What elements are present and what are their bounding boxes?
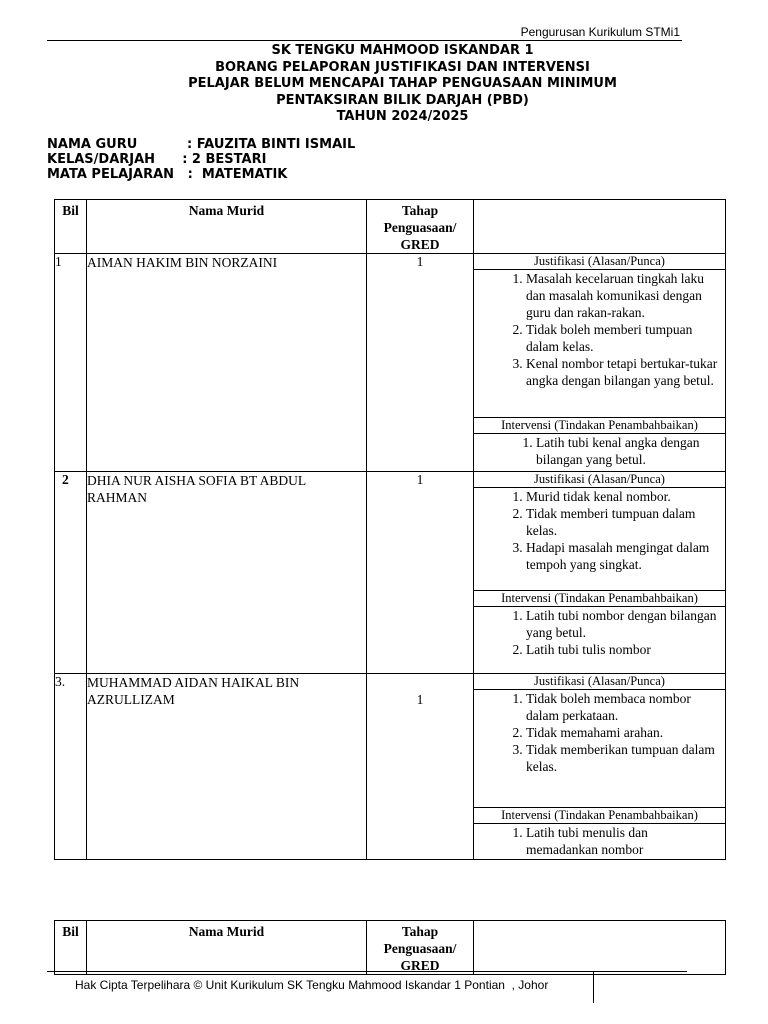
list-item: 1. Masalah kecelaruan tingkah laku dan masalah komunikasi dengan guru dan rakan-rakan. [526,270,721,321]
title-assessment: PENTAKSIRAN BILIK DARJAH (PBD) [276,92,529,108]
footer-divider [593,971,594,1003]
justification-label: Justifikasi (Alasan/Punca) [474,254,725,270]
justification-label: Justifikasi (Alasan/Punca) [474,472,725,488]
row-tahap: 1 [367,674,474,860]
row-justification-cell [474,472,726,674]
table-header-row [55,921,726,975]
header-nama: Nama Murid [87,200,367,254]
list-item: 1. Latih tubi menulis dan memadankan nombor [526,824,721,858]
intervention-label: Intervensi (Tindakan Penambahbaikan) [474,590,725,607]
table-row [55,472,726,674]
continuation-table [54,920,726,975]
intervention-label: Intervensi (Tindakan Penambahbaikan) [474,417,725,434]
header-note: Pengurusan Kurikulum STMi1 [520,25,680,39]
row-bil: 1 [55,254,87,472]
list-item: 2. Tidak boleh memberi tumpuan dalam kelas. [526,321,721,355]
info-class: KELAS/DARJAH : 2 BESTARI [47,152,267,167]
justification-list [474,270,725,417]
title-year: TAHUN 2024/2025 [336,109,469,124]
list-item: 3. Kenal nombor tetapi bertukar-tukar angka dengan bilangan yang betul. [526,355,721,389]
header-tahap-line: Tahap [401,203,439,218]
report-table [54,199,726,860]
row-justification-cell [474,674,726,860]
list-item: 1. Latih tubi nombor dengan bilangan yang betul. [526,607,721,641]
title-students: PELAJAR BELUM MENCAPAI TAHAP PENGUASAAN MINIMUM [188,76,617,91]
intervention-list [474,824,725,858]
row-tahap: 1 [367,472,474,674]
justification-list [474,488,725,590]
header-justification [474,921,726,975]
list-item: 1. Murid tidak kenal nombor. [526,488,721,505]
list-item: 2. Latih tubi tulis nombor [526,641,721,658]
table-header-row [55,200,726,254]
header-tahap [367,921,474,975]
intervention-label: Intervensi (Tindakan Penambahbaikan) [474,807,725,824]
list-item: 1. Latih tubi kenal angka dengan bilangan yang betul. [536,434,721,468]
title-school: SK TENGKU MAHMOOD ISKANDAR 1 [271,43,534,58]
row-student-name: MUHAMMAD AIDAN HAIKAL BIN AZRULLIZAM [87,674,367,860]
list-item: 3. Hadapi masalah mengingat dalam tempoh yang singkat. [526,539,721,573]
footer-copyright: Hak Cipta Terpelihara © Unit Kurikulum SK Tengku Mahmood Iskandar 1 Pontian , Johor [75,978,549,992]
title-form: BORANG PELAPORAN JUSTIFIKASI DAN INTERVENSI [215,59,590,75]
header-tahap [367,200,474,254]
row-student-name: DHIA NUR AISHA SOFIA BT ABDUL RAHMAN [87,472,367,674]
header-nama: Nama Murid [87,921,367,975]
list-item: 2. Tidak memahami arahan. [526,724,721,741]
header-tahap-line: Penguasaan/ [383,941,457,956]
list-item: 2. Tidak memberi tumpuan dalam kelas. [526,505,721,539]
justification-label: Justifikasi (Alasan/Punca) [474,674,725,690]
header-bil: Bil [55,200,87,254]
list-item: 3. Tidak memberikan tumpuan dalam kelas. [526,741,721,775]
info-subject: MATA PELAJARAN : MATEMATIK [47,167,288,182]
list-item: 1. Tidak boleh membaca nombor dalam perkataan. [526,690,721,724]
row-bil: 3. [55,674,87,860]
footer-rule [47,971,687,972]
header-tahap-line: GRED [400,958,440,973]
row-bil: 2 [55,472,87,674]
justification-list [474,690,725,807]
intervention-list [474,434,725,468]
header-rule [47,40,682,41]
header-tahap-line: Penguasaan/ [383,220,457,235]
info-teacher: NAMA GURU : FAUZITA BINTI ISMAIL [47,137,356,152]
header-bil: Bil [55,921,87,975]
header-justification [474,200,726,254]
row-student-name: AIMAN HAKIM BIN NORZAINI [87,254,367,472]
intervention-list [474,607,725,658]
row-justification-cell [474,254,726,472]
table-row [55,674,726,860]
table-row [55,254,726,472]
header-tahap-line: Tahap [401,924,439,939]
row-tahap: 1 [367,254,474,472]
header-tahap-line: GRED [400,237,440,252]
document-title [90,43,715,126]
